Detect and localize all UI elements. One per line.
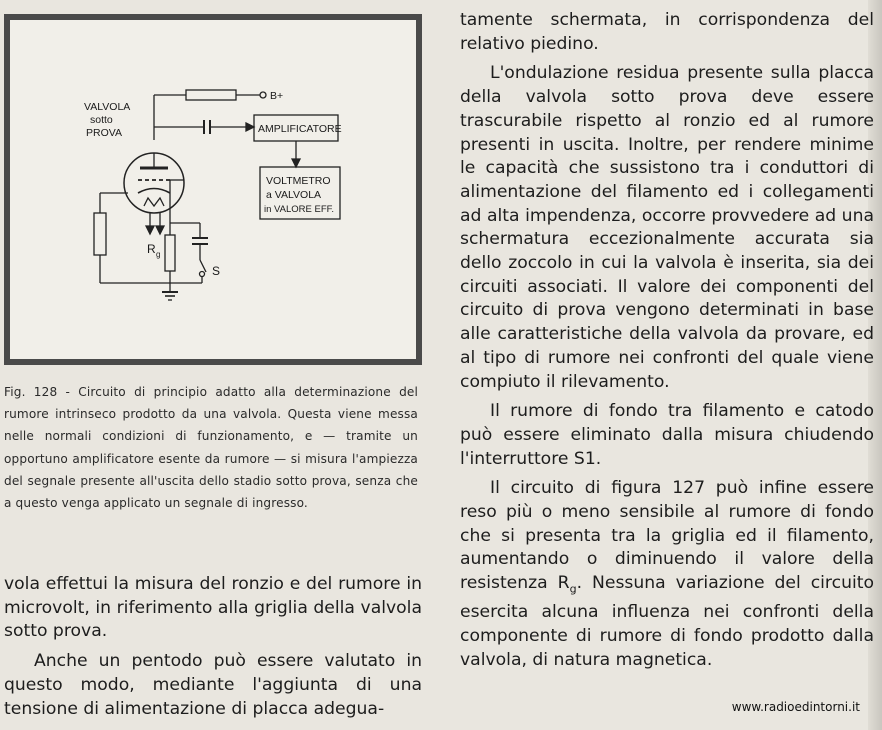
right-paragraph-2: L'ondulazione residua presente sulla placca della valvola sotto prova deve essere trascurabile rispetto al ronzio ed al rumore presenti in uscita. Inoltre, per rendere minime le capacità che sussistono tra i conduttori di alimentazione del filamento ed i collegamenti ad alta impendenza, occorre provvedere ad una schermatura eccezionalmente accurata sia dello zoccolo in cui la valvola è inserita, sia dei circuiti associati. Il valore dei componenti del circuito di prova vengono determinati in base alle caratteristiche della valvola da provare, ed al tipo di rumore nei confronti del quale viene compiuto il rilevamento. [460, 63, 874, 392]
circuit-diagram [10, 20, 416, 359]
voltmeter-label-line2: a VALVOLA [266, 189, 322, 201]
website-watermark: www.radioedintorni.it [731, 700, 860, 714]
right-paragraph-4-part-b: . Nessuna variazione del circuito esercita alcuna influenza nei confronti della componente di rumore di fondo prodotto dalla valvola, di natura magnetica. [460, 573, 874, 670]
left-column [4, 573, 422, 721]
b-plus-terminal [260, 92, 266, 98]
rg-subscript: g [156, 250, 161, 259]
voltmeter-label-line3: in VALORE EFF. [264, 204, 335, 215]
switch-blade [200, 260, 206, 272]
voltmeter-label-line1: VOLTMETRO [266, 175, 331, 187]
filament-arrow-left [146, 226, 154, 234]
right-paragraph-3: Il rumore di fondo tra filamento e catodo può essere eliminato dalla misura chiudendo l'interruttore S1. [460, 401, 874, 469]
arrow-to-voltmeter [292, 159, 300, 167]
filament-arrow-right [156, 226, 164, 234]
switch-contact [200, 272, 205, 277]
arrow-to-amplifier [246, 123, 254, 131]
valve-filament [144, 198, 164, 206]
right-paragraph-1: tamente schermata, in corrispondenza del relativo piedino. [460, 10, 874, 54]
rg-subscript-text: g [569, 582, 577, 596]
figure-caption: Fig. 128 - Circuito di principio adatto alla determinazione del rumore intrinseco prodotto da una valvola. Questa viene messa nelle normali condizioni di funzionamento, e — tramite un opportuno amplificatore esente da rumore — si misura l'ampiezza del segnale presente all'uscita dello stadio sotto prova, senza che a questo venga applicato un segnale di ingresso. [4, 385, 418, 511]
valve-label-line3: PROVA [86, 127, 122, 139]
figure-128 [4, 14, 422, 365]
rg-label: R [147, 242, 156, 256]
valve-label-line2: sotto [90, 114, 113, 126]
right-column [460, 9, 874, 672]
left-paragraph-2: Anche un pentodo può essere valutato in questo modo, mediante l'aggiunta di una tensione di alimentazione di placca adegua- [4, 651, 422, 719]
left-paragraph-1: vola effettui la misura del ronzio e del rumore in microvolt, in riferimento alla griglia della valvola sotto prova. [4, 574, 422, 642]
switch-label: S [212, 264, 221, 278]
right-paragraph-4 [460, 477, 874, 672]
valve-cathode [138, 189, 170, 194]
left-resistor [94, 213, 106, 255]
right-paragraph-4-part-a: Il circuito di figura 127 può infine essere reso più o meno sensibile al rumore di fondo che si presenta tra la griglia ed il filamento, aumentando o diminuendo il valore della resistenza R [460, 478, 874, 594]
valve-label-line1: VALVOLA [84, 101, 131, 113]
b-plus-label: B+ [270, 90, 284, 102]
plate-load-resistor [186, 90, 236, 100]
amplifier-label: AMPLIFICATORE [258, 123, 342, 135]
rg-resistor [165, 235, 175, 271]
